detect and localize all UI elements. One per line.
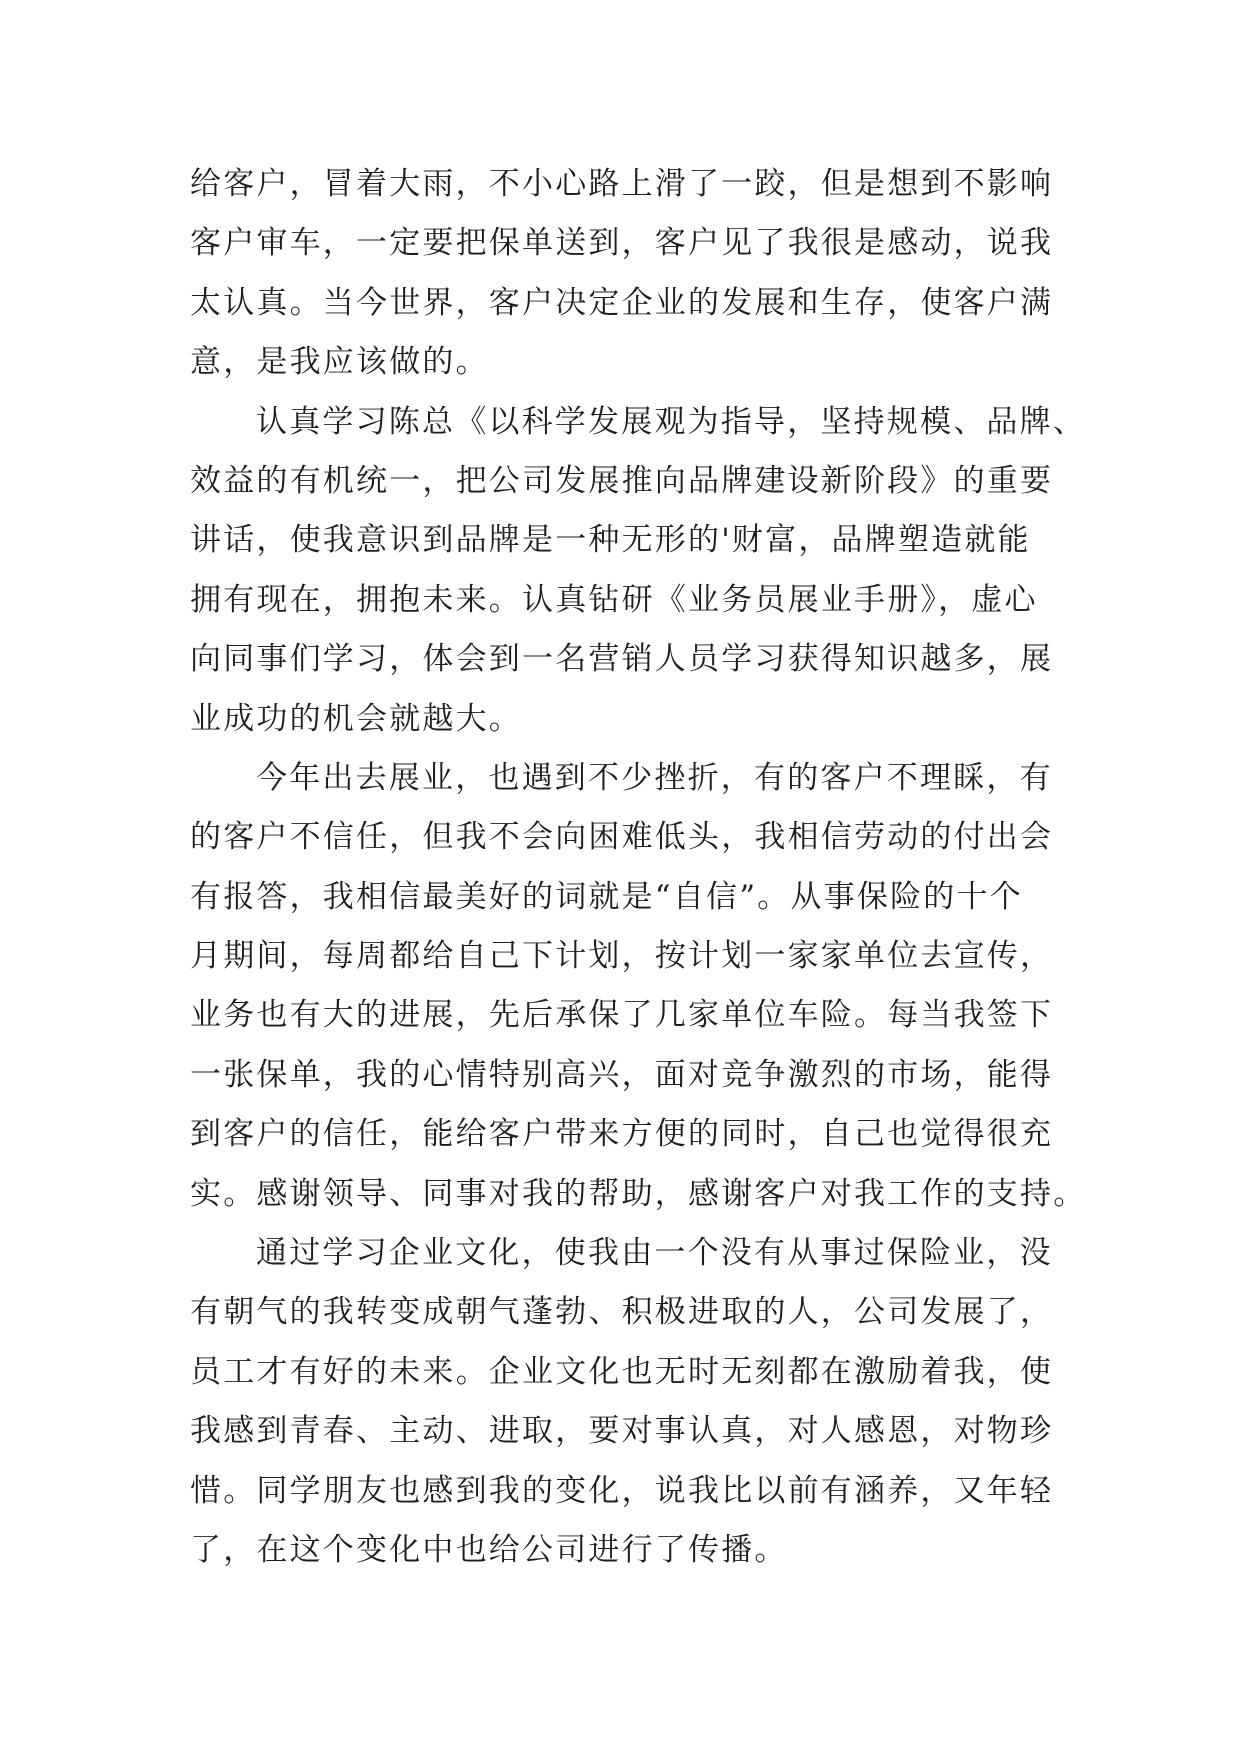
- paragraph-line: 有报答，我相信最美好的词就是“自信”。从事保险的十个: [190, 878, 1023, 915]
- paragraph-3: [190, 749, 1087, 1224]
- paragraph-line: 一张保单，我的心情特别高兴，面对竞争激烈的市场，能得: [190, 1056, 1054, 1093]
- paragraph-line: 惜。同学朋友也感到我的变化，说我比以前有涵养，又年轻: [190, 1472, 1054, 1509]
- paragraph-1: [190, 155, 1054, 393]
- paragraph-line: 我感到青春、主动、进取，要对事认真，对人感恩，对物珍: [190, 1413, 1054, 1450]
- paragraph-line: 向同事们学习，体会到一名营销人员学习获得知识越多，展: [190, 641, 1054, 678]
- paragraph-line: 太认真。当今世界，客户决定企业的发展和生存，使客户满: [190, 284, 1054, 321]
- paragraph-line: 给客户，冒着大雨，不小心路上滑了一跤，但是想到不影响: [190, 166, 1054, 202]
- paragraph-line: 业成功的机会就越大。: [190, 700, 522, 737]
- paragraph-line: 客户审车，一定要把保单送到，客户见了我很是感动，说我: [190, 225, 1054, 262]
- paragraph-line: 拥有现在，拥抱未来。认真钻研《业务员展业手册》，虚心: [190, 581, 1038, 618]
- paragraph-line: 实。感谢领导、同事对我的帮助，感谢客户对我工作的支持。: [190, 1175, 1087, 1212]
- paragraph-line: 了，在这个变化中也给公司进行了传播。: [190, 1531, 788, 1568]
- document-body: [190, 155, 1087, 1580]
- paragraph-line: 业务也有大的进展，先后承保了几家单位车险。每当我签下: [190, 997, 1054, 1034]
- paragraph-4: [190, 1224, 1054, 1580]
- paragraph-line: 到客户的信任，能给客户带来方便的同时，自己也觉得很充: [190, 1116, 1054, 1153]
- paragraph-line: 讲话，使我意识到品牌是一种无形的'财富，品牌塑造就能: [190, 522, 1031, 559]
- paragraph-line: 员工才有好的未来。企业文化也无时无刻都在激励着我，使: [190, 1353, 1054, 1390]
- paragraph-line: 通过学习企业文化，使我由一个没有从事过保险业，没: [256, 1235, 1053, 1272]
- paragraph-line: 认真学习陈总《以科学发展观为指导，坚持规模、品牌、: [256, 403, 1086, 440]
- paragraph-line: 今年出去展业，也遇到不少挫折，有的客户不理睬，有: [256, 759, 1053, 796]
- paragraph-line: 月期间，每周都给自己下计划，按计划一家家单位去宣传，: [190, 938, 1054, 975]
- paragraph-line: 的客户不信任，但我不会向困难低头，我相信劳动的付出会: [190, 819, 1054, 856]
- paragraph-line: 效益的有机统一，把公司发展推向品牌建设新阶段》的重要: [190, 462, 1054, 499]
- paragraph-line: 意，是我应该做的。: [190, 344, 489, 381]
- paragraph-line: 有朝气的我转变成朝气蓬勃、积极进取的人，公司发展了，: [190, 1294, 1054, 1331]
- paragraph-2: [190, 393, 1086, 749]
